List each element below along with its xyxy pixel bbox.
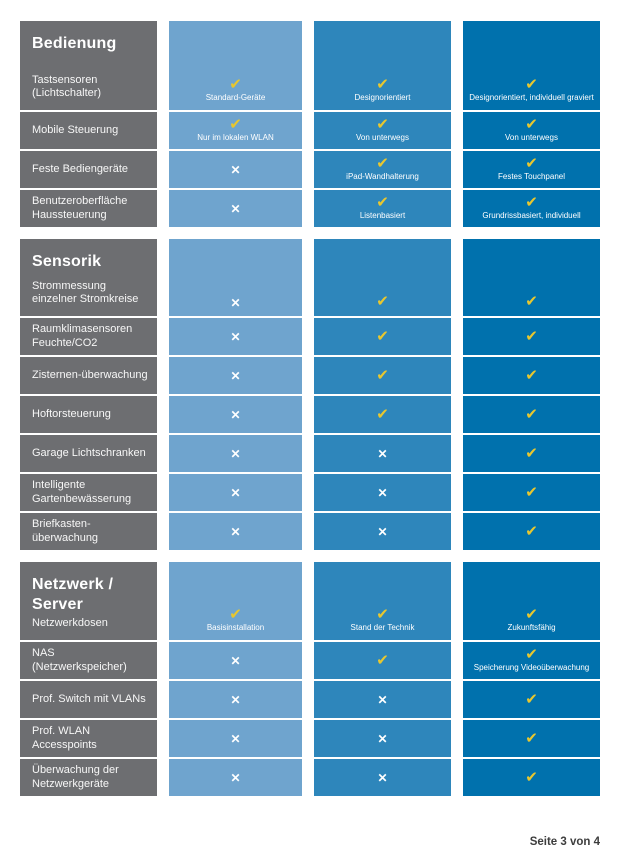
label-cell [20,435,157,472]
feature-row [20,435,600,472]
value-cell [169,357,302,394]
cross-icon: ✕ [230,485,241,500]
label-cell [20,151,157,188]
cell-caption: Von unterwegs [356,133,409,143]
check-icon: ✔ [376,194,389,212]
row-label: Zisternen-überwachung [32,368,148,381]
feature-row [20,239,600,316]
cross-icon: ✕ [377,524,388,539]
value-cell [169,435,302,472]
row-label: Hoftorsteuerung [32,407,111,420]
label-cell [20,474,157,511]
cross-icon: ✕ [230,407,241,422]
value-cell [314,720,451,757]
value-cell [169,562,302,640]
page-number: Seite 3 von 4 [529,836,600,848]
check-icon: ✔ [525,691,538,708]
label-cell [20,562,157,640]
value-cell [463,513,600,550]
cross-icon: ✕ [230,692,241,707]
check-icon: ✔ [376,328,389,345]
value-cell [463,190,600,227]
table-section [20,239,600,550]
value-cell [314,396,451,433]
cross-icon: ✕ [230,446,241,461]
row-label: Raumklimasensoren Feuchte/CO2 [32,322,133,349]
value-cell [169,21,302,110]
table-section [20,21,600,227]
value-cell [463,21,600,110]
value-cell [463,720,600,757]
row-label: Überwachung der Netzwerkgeräte [32,763,119,790]
check-icon: ✔ [525,406,538,423]
value-cell [314,357,451,394]
value-cell [169,318,302,355]
cell-caption: Nur im lokalen WLAN [197,133,274,143]
value-cell [169,759,302,796]
cell-caption: Designorientiert [354,92,411,102]
cell-caption: Listenbasiert [359,211,406,221]
value-cell [463,318,600,355]
check-icon: ✔ [376,155,389,173]
feature-row [20,357,600,394]
cell-caption: Standard-Geräte [205,92,266,102]
cross-icon: ✕ [230,329,241,344]
value-cell [314,681,451,718]
value-cell [463,112,600,149]
row-label: Prof. Switch mit VLANs [32,692,146,705]
label-cell [20,720,157,757]
cell-caption: Grundrissbasiert, individuell [482,211,581,221]
cell-caption: Stand der Technik [350,622,415,632]
row-label: Strommessung einzelner Stromkreise [32,279,139,306]
feature-row [20,396,600,433]
feature-row [20,681,600,718]
value-cell [463,239,600,316]
label-cell [20,357,157,394]
feature-row [20,21,600,110]
row-label: Netzwerkdosen [32,617,108,630]
row-label: Garage Lichtschranken [32,446,146,459]
cross-icon: ✕ [230,162,241,177]
check-icon: ✔ [525,293,538,310]
check-icon: ✔ [525,194,538,212]
value-cell [314,642,451,679]
check-icon: ✔ [525,367,538,384]
feature-row [20,642,600,679]
value-cell [314,435,451,472]
section-title: Netzwerk / Server [32,576,114,613]
feature-row [20,474,600,511]
feature-row [20,562,600,640]
value-cell [169,474,302,511]
label-cell [20,239,157,316]
check-icon: ✔ [229,116,242,134]
value-cell [314,21,451,110]
row-label: Prof. WLAN Accesspoints [32,724,97,751]
feature-row [20,151,600,188]
spacer [32,272,149,280]
value-cell [463,759,600,796]
value-cell [314,112,451,149]
cell-caption: iPad-Wandhalterung [346,172,419,182]
check-icon: ✔ [525,484,538,501]
section-title: Sensorik [32,253,102,270]
cross-icon: ✕ [377,446,388,461]
spacer [32,54,149,74]
check-icon: ✔ [525,605,538,623]
value-cell [169,151,302,188]
value-cell [463,474,600,511]
value-cell [314,513,451,550]
feature-row [20,720,600,757]
table-section [20,562,600,796]
check-icon: ✔ [376,293,389,310]
cross-icon: ✕ [230,368,241,383]
check-icon: ✔ [376,116,389,134]
label-cell [20,513,157,550]
value-cell [169,642,302,679]
value-cell [463,435,600,472]
row-label: Benutzeroberfläche Haussteuerung [32,194,128,221]
check-icon: ✔ [525,646,538,664]
feature-row [20,112,600,149]
check-icon: ✔ [525,155,538,173]
cell-caption: Festes Touchpanel [497,172,565,182]
value-cell [463,562,600,640]
label-cell [20,642,157,679]
cross-icon: ✕ [230,296,241,310]
feature-row [20,190,600,227]
section-title: Bedienung [32,35,117,52]
value-cell [169,681,302,718]
cell-caption: Von unterwegs [505,133,558,143]
page-footer [530,836,600,848]
cross-icon: ✕ [377,770,388,785]
check-icon: ✔ [525,769,538,786]
cell-caption: Basisinstallation [206,622,265,632]
value-cell [169,396,302,433]
row-label: Briefkasten-überwachung [32,517,99,544]
value-cell [169,112,302,149]
value-cell [169,513,302,550]
check-icon: ✔ [525,730,538,747]
cross-icon: ✕ [230,201,241,216]
cross-icon: ✕ [377,485,388,500]
label-cell [20,112,157,149]
check-icon: ✔ [376,652,389,669]
value-cell [169,239,302,316]
check-icon: ✔ [376,605,389,623]
check-icon: ✔ [525,116,538,134]
row-label: Feste Bediengeräte [32,162,129,175]
row-label: Intelligente Gartenbewässerung [32,478,132,505]
label-cell [20,681,157,718]
value-cell [463,681,600,718]
feature-row [20,759,600,796]
value-cell [314,318,451,355]
comparison-table [20,21,600,796]
check-icon: ✔ [525,75,538,93]
label-cell [20,21,157,110]
value-cell [169,190,302,227]
check-icon: ✔ [229,75,242,93]
value-cell [463,642,600,679]
value-cell [463,396,600,433]
value-cell [314,562,451,640]
check-icon: ✔ [376,367,389,384]
feature-row [20,513,600,550]
label-cell [20,759,157,796]
cross-icon: ✕ [377,692,388,707]
feature-row [20,318,600,355]
value-cell [314,474,451,511]
row-label: Tastsensoren (Lichtschalter) [32,73,102,100]
value-cell [169,720,302,757]
value-cell [314,759,451,796]
row-label: Mobile Steuerung [32,123,119,136]
label-cell [20,190,157,227]
cross-icon: ✕ [230,524,241,539]
cross-icon: ✕ [230,653,241,668]
cross-icon: ✕ [230,731,241,746]
value-cell [314,151,451,188]
check-icon: ✔ [376,406,389,423]
row-label: NAS (Netzwerkspeicher) [32,646,127,673]
label-cell [20,318,157,355]
check-icon: ✔ [525,328,538,345]
cell-caption: Zukunftsfähig [507,622,556,632]
check-icon: ✔ [376,75,389,93]
cross-icon: ✕ [377,731,388,746]
check-icon: ✔ [525,445,538,462]
value-cell [314,239,451,316]
value-cell [463,151,600,188]
cross-icon: ✕ [230,770,241,785]
value-cell [463,357,600,394]
value-cell [314,190,451,227]
cell-caption: Speicherung Videoüberwachung [473,663,590,673]
check-icon: ✔ [229,605,242,623]
cell-caption: Designorientiert, individuell graviert [469,92,594,102]
check-icon: ✔ [525,523,538,540]
label-cell [20,396,157,433]
